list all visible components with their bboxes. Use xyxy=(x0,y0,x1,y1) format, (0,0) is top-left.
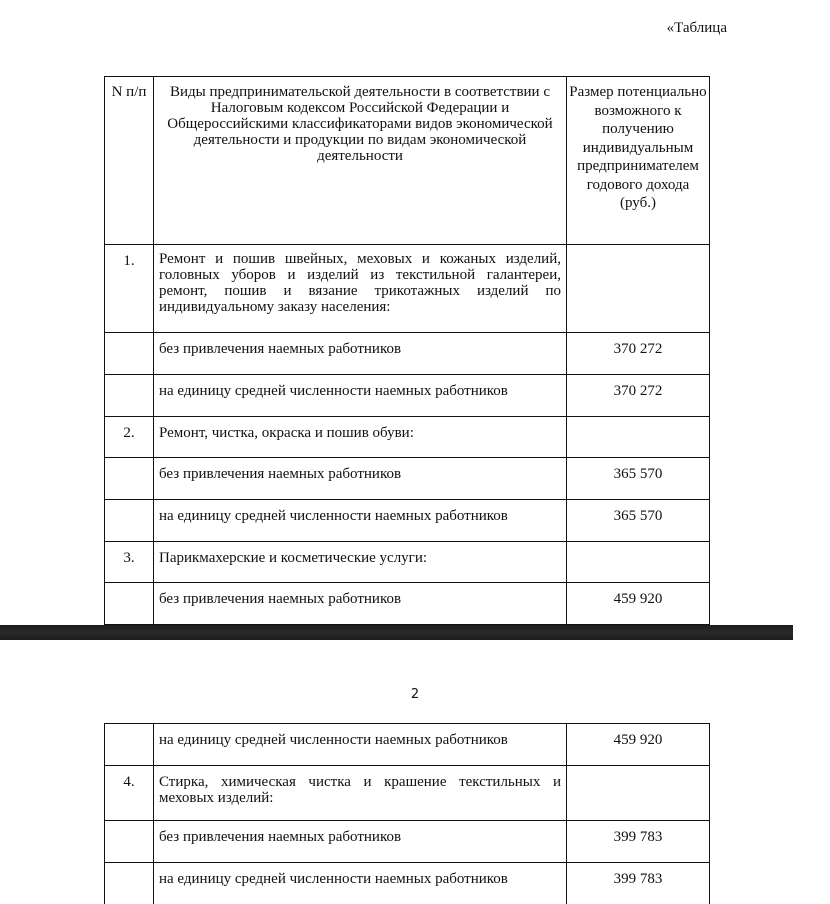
row-income xyxy=(567,766,710,821)
table-row xyxy=(105,724,710,766)
row-income: 370 272 xyxy=(567,375,710,417)
table-row xyxy=(105,245,710,333)
row-activity: Ремонт и пошив швейных, меховых и кожаных изделий, головных уборов и изделий из текстильной галантереи, ремонт, пошив и вязание трикотажных изделий по индивидуальному заказу населения: xyxy=(154,245,567,333)
row-num xyxy=(105,458,154,500)
row-num: 4. xyxy=(105,766,154,821)
row-income xyxy=(567,542,710,583)
row-activity: на единицу средней численности наемных работников xyxy=(154,863,567,904)
row-num xyxy=(105,583,154,625)
table-row xyxy=(105,333,710,375)
page-number: 2 xyxy=(0,687,830,702)
row-income: 399 783 xyxy=(567,821,710,863)
row-num xyxy=(105,821,154,863)
table-row xyxy=(105,821,710,863)
income-table xyxy=(104,76,710,625)
table-row xyxy=(105,863,710,904)
row-income: 365 570 xyxy=(567,500,710,542)
row-num xyxy=(105,500,154,542)
table-row xyxy=(105,375,710,417)
row-activity: Парикмахерские и косметические услуги: xyxy=(154,542,567,583)
row-activity: Стирка, химическая чистка и крашение текстильных и меховых изделий: xyxy=(154,766,567,821)
table-row xyxy=(105,766,710,821)
table-row xyxy=(105,542,710,583)
row-income xyxy=(567,417,710,458)
header-activity: Виды предпринимательской деятельности в соответствии с Налоговым кодексом Российской Федерации и Общероссийскими классификаторами видов экономической деятельности и продукции по видам экономической деятельности xyxy=(154,77,567,245)
row-num: 2. xyxy=(105,417,154,458)
row-activity: без привлечения наемных работников xyxy=(154,583,567,625)
income-table-continued xyxy=(104,723,710,904)
row-activity: на единицу средней численности наемных работников xyxy=(154,500,567,542)
page-separator xyxy=(0,625,793,640)
document-page-2 xyxy=(0,640,793,870)
row-num: 1. xyxy=(105,245,154,333)
row-activity: Ремонт, чистка, окраска и пошив обуви: xyxy=(154,417,567,458)
table-caption: «Таблица xyxy=(667,20,727,37)
row-income xyxy=(567,245,710,333)
row-num xyxy=(105,724,154,766)
header-income: Размер потенциально возможного к получению индивидуальным предпринимателем годового дохода (руб.) xyxy=(567,77,710,245)
row-num xyxy=(105,375,154,417)
table-row xyxy=(105,583,710,625)
row-num: 3. xyxy=(105,542,154,583)
row-income: 459 920 xyxy=(567,724,710,766)
row-income: 399 783 xyxy=(567,863,710,904)
table-row xyxy=(105,500,710,542)
row-num xyxy=(105,333,154,375)
row-activity: на единицу средней численности наемных работников xyxy=(154,375,567,417)
header-num: N п/п xyxy=(105,77,154,245)
table-header-row xyxy=(105,77,710,245)
table-row xyxy=(105,458,710,500)
row-activity: без привлечения наемных работников xyxy=(154,821,567,863)
row-activity: без привлечения наемных работников xyxy=(154,333,567,375)
row-activity: на единицу средней численности наемных работников xyxy=(154,724,567,766)
table-row xyxy=(105,417,710,458)
row-activity: без привлечения наемных работников xyxy=(154,458,567,500)
row-income: 370 272 xyxy=(567,333,710,375)
row-income: 365 570 xyxy=(567,458,710,500)
row-income: 459 920 xyxy=(567,583,710,625)
row-num xyxy=(105,863,154,904)
